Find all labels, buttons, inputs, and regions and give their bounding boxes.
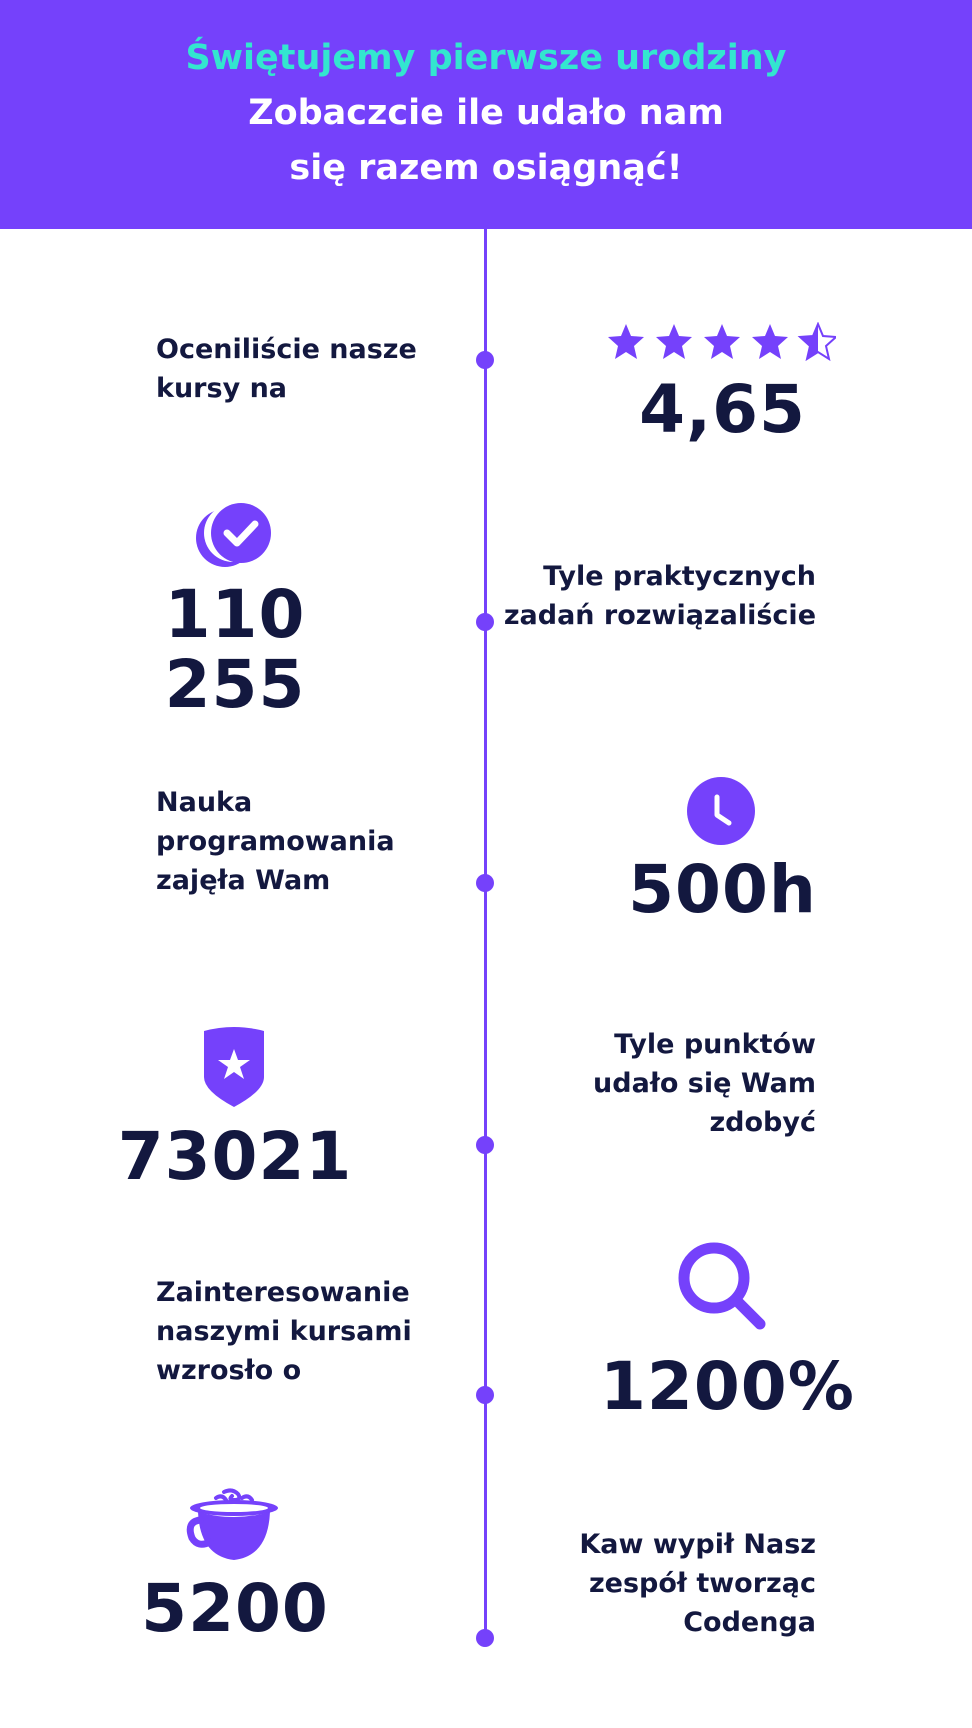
timeline-dot bbox=[476, 1386, 494, 1404]
label-line: zdobyć bbox=[709, 1107, 816, 1138]
stat-value-rating: 4,65 bbox=[639, 371, 806, 448]
label-line: Zainteresowanie bbox=[156, 1277, 410, 1308]
stat-label-rating bbox=[156, 330, 456, 408]
label-line: Tyle punktów bbox=[614, 1029, 816, 1060]
search-icon bbox=[676, 1240, 768, 1336]
stat-value-coffee: 5200 bbox=[141, 1570, 329, 1647]
stat-value-tasks: 110 255 bbox=[164, 576, 306, 723]
label-line: Codenga bbox=[683, 1607, 816, 1638]
label-line: wzrosło o bbox=[156, 1355, 302, 1386]
stat-label-interest bbox=[156, 1273, 456, 1390]
stat-label-points bbox=[486, 1025, 816, 1142]
stat-value-interest: 1200% bbox=[600, 1348, 855, 1425]
label-line: kursy na bbox=[156, 373, 288, 404]
label-line: Kaw wypił Nasz bbox=[579, 1529, 816, 1560]
stat-label-hours bbox=[156, 783, 456, 900]
label-line: udało się Wam bbox=[593, 1068, 816, 1099]
coffee-cup-icon bbox=[186, 1488, 282, 1568]
timeline-line bbox=[484, 229, 487, 1639]
label-line: zadań rozwiązaliście bbox=[503, 600, 816, 631]
check-badge-icon bbox=[195, 500, 275, 576]
label-line: Tyle praktycznych bbox=[543, 561, 816, 592]
header-subtitle-line1: Zobaczcie ile udało nam bbox=[248, 93, 724, 133]
label-line: programowania bbox=[156, 826, 395, 857]
label-line: naszymi kursami bbox=[156, 1316, 412, 1347]
label-line: Nauka bbox=[156, 787, 253, 818]
stat-value-hours: 500h bbox=[628, 851, 817, 928]
clock-icon bbox=[687, 777, 755, 849]
star-rating-icon bbox=[606, 322, 836, 366]
timeline-dot bbox=[476, 874, 494, 892]
header-banner bbox=[0, 0, 972, 229]
shield-star-icon bbox=[200, 1025, 268, 1113]
header-subtitle-line2: się razem osiągnąć! bbox=[289, 148, 683, 188]
header-title: Świętujemy pierwsze urodziny bbox=[185, 38, 787, 78]
label-line: zajęła Wam bbox=[156, 865, 331, 896]
label-line: Oceniliście nasze bbox=[156, 334, 417, 365]
stat-label-tasks bbox=[486, 557, 816, 635]
label-line: zespół tworząc bbox=[588, 1568, 816, 1599]
timeline-dot bbox=[476, 351, 494, 369]
stat-value-points: 73021 bbox=[117, 1118, 353, 1195]
stat-label-coffee bbox=[486, 1525, 816, 1642]
